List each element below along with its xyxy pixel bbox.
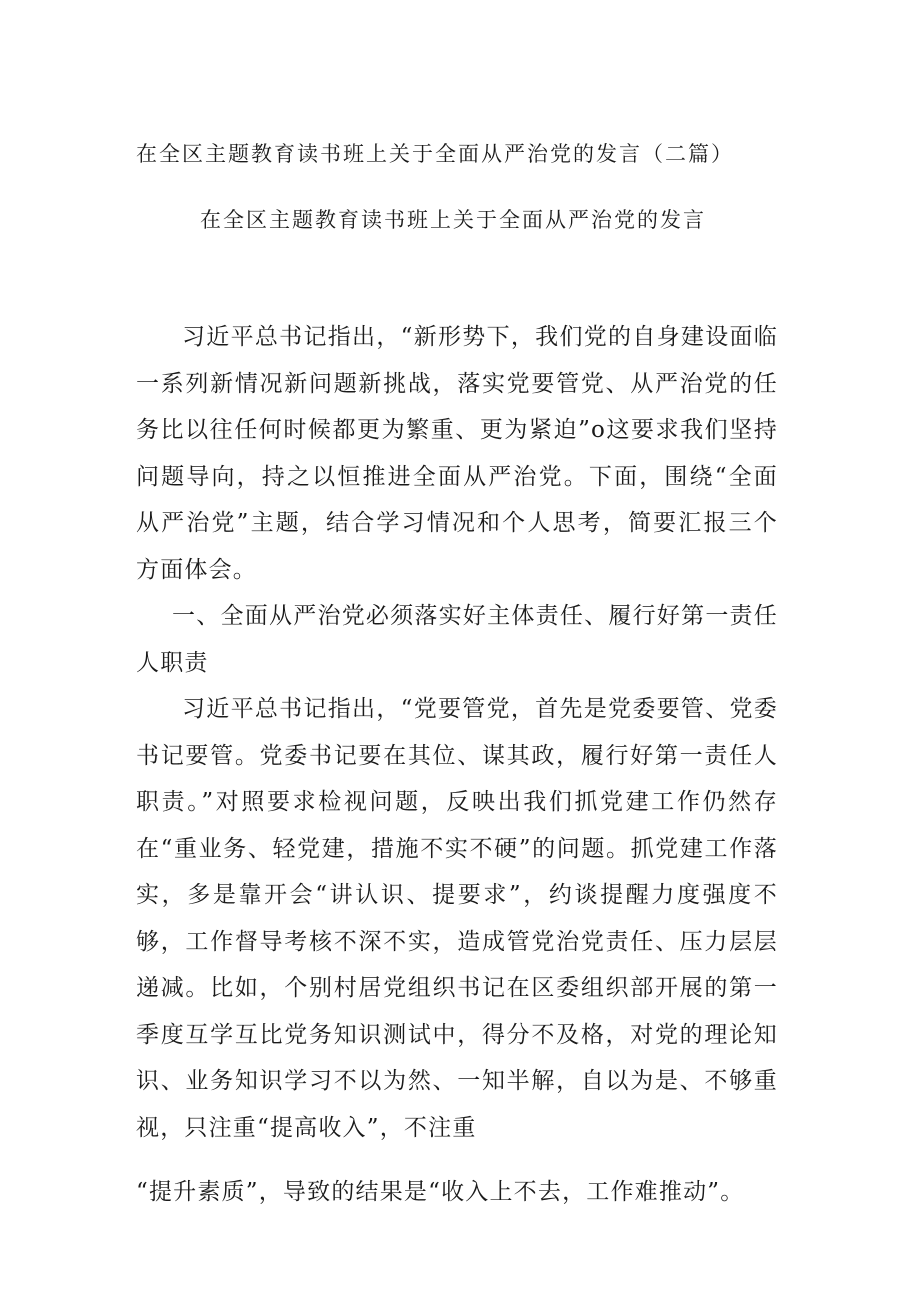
paragraph-continuation: “提升素质”，导致的结果是“收入上不去，工作难推动”。: [136, 1179, 745, 1205]
document-body: [136, 314, 778, 1216]
paragraph-intro: 习近平总书记指出，“新形势下，我们党的自身建设面临一系列新情况新问题新挑战，落实党要管党、从严治党的任务比以往任何时候都更为繁重、更为紧迫”o这要求我们坚持问题导向，持之以恒推进全面从严治党。下面，围绕“全面从严治党”主题，结合学习情况和个人思考，简要汇报三个方面体会。: [136, 324, 778, 583]
document-subtitle: 在全区主题教育读书班上关于全面从严治党的发言: [200, 208, 706, 232]
section-heading-1: 一、全面从严治党必须落实好主体责任、履行好第一责任人职责: [136, 603, 778, 676]
document-title: 在全区主题教育读书班上关于全面从严治党的发言（二篇）: [136, 142, 734, 166]
paragraph-section-1: 习近平总书记指出，“党要管党，首先是党委要管、党委书记要管。党委书记要在其位、谋其政，履行好第一责任人职责。”对照要求检视问题，反映出我们抓党建工作仍然存在“重业务、轻党建，措施不实不硬”的问题。抓党建工作落实，多是靠开会“讲认识、提要求”，约谈提醒力度强度不够，工作督导考核不深不实，造成管党治党责任、压力层层递减。比如，个别村居党组织书记在区委组织部开展的第一季度互学互比党务知识测试中，得分不及格，对党的理论知识、业务知识学习不以为然、一知半解，自以为是、不够重视，只注重“提高收入”，不注重: [136, 696, 778, 1141]
